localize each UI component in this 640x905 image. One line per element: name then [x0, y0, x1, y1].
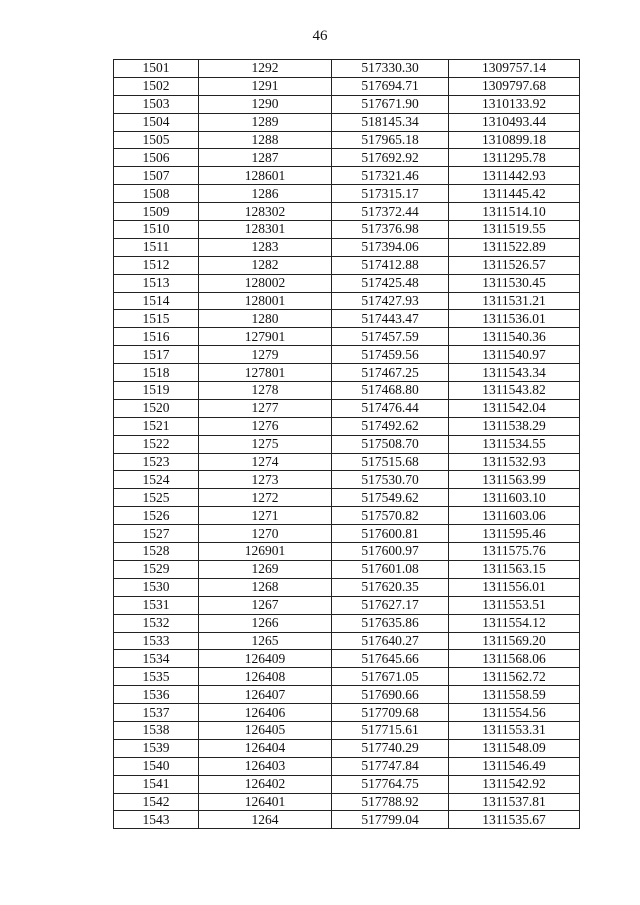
- x-coordinate-cell: 517709.68: [332, 704, 449, 722]
- y-coordinate-cell: 1311538.29: [449, 417, 580, 435]
- row-number-cell: 1529: [114, 560, 199, 578]
- point-id-cell: 1265: [199, 632, 332, 650]
- row-number-cell: 1511: [114, 238, 199, 256]
- y-coordinate-cell: 1311445.42: [449, 185, 580, 203]
- table-row: [114, 793, 580, 811]
- row-number-cell: 1505: [114, 131, 199, 149]
- row-number-cell: 1532: [114, 614, 199, 632]
- table-row: [114, 399, 580, 417]
- table-row: [114, 238, 580, 256]
- table-row: [114, 185, 580, 203]
- row-number-cell: 1503: [114, 95, 199, 113]
- x-coordinate-cell: 517747.84: [332, 757, 449, 775]
- point-id-cell: 1264: [199, 811, 332, 829]
- x-coordinate-cell: 517627.17: [332, 596, 449, 614]
- table-row: [114, 364, 580, 382]
- point-id-cell: 1289: [199, 113, 332, 131]
- y-coordinate-cell: 1311554.56: [449, 704, 580, 722]
- point-id-cell: 126408: [199, 668, 332, 686]
- x-coordinate-cell: 517799.04: [332, 811, 449, 829]
- row-number-cell: 1512: [114, 256, 199, 274]
- point-id-cell: 126901: [199, 543, 332, 561]
- y-coordinate-cell: 1311568.06: [449, 650, 580, 668]
- y-coordinate-cell: 1311540.36: [449, 328, 580, 346]
- row-number-cell: 1536: [114, 686, 199, 704]
- y-coordinate-cell: 1311295.78: [449, 149, 580, 167]
- row-number-cell: 1515: [114, 310, 199, 328]
- y-coordinate-cell: 1311558.59: [449, 686, 580, 704]
- x-coordinate-cell: 517635.86: [332, 614, 449, 632]
- x-coordinate-cell: 517412.88: [332, 256, 449, 274]
- table-row: [114, 292, 580, 310]
- y-coordinate-cell: 1311522.89: [449, 238, 580, 256]
- x-coordinate-cell: 517443.47: [332, 310, 449, 328]
- point-id-cell: 1287: [199, 149, 332, 167]
- y-coordinate-cell: 1311542.04: [449, 399, 580, 417]
- y-coordinate-cell: 1311540.97: [449, 346, 580, 364]
- x-coordinate-cell: 517492.62: [332, 417, 449, 435]
- coordinates-table-body: [114, 60, 580, 829]
- point-id-cell: 1269: [199, 560, 332, 578]
- row-number-cell: 1542: [114, 793, 199, 811]
- x-coordinate-cell: 517645.66: [332, 650, 449, 668]
- point-id-cell: 126409: [199, 650, 332, 668]
- table-row: [114, 704, 580, 722]
- point-id-cell: 1268: [199, 578, 332, 596]
- point-id-cell: 1271: [199, 507, 332, 525]
- point-id-cell: 128302: [199, 203, 332, 221]
- row-number-cell: 1534: [114, 650, 199, 668]
- table-row: [114, 382, 580, 400]
- x-coordinate-cell: 517690.66: [332, 686, 449, 704]
- point-id-cell: 126406: [199, 704, 332, 722]
- row-number-cell: 1523: [114, 453, 199, 471]
- y-coordinate-cell: 1311548.09: [449, 739, 580, 757]
- x-coordinate-cell: 517457.59: [332, 328, 449, 346]
- y-coordinate-cell: 1311442.93: [449, 167, 580, 185]
- table-row: [114, 274, 580, 292]
- x-coordinate-cell: 517425.48: [332, 274, 449, 292]
- table-row: [114, 60, 580, 78]
- table-row: [114, 471, 580, 489]
- x-coordinate-cell: 517549.62: [332, 489, 449, 507]
- y-coordinate-cell: 1310493.44: [449, 113, 580, 131]
- page-number: 46: [312, 28, 328, 44]
- y-coordinate-cell: 1311569.20: [449, 632, 580, 650]
- coordinates-table: [113, 59, 580, 829]
- row-number-cell: 1531: [114, 596, 199, 614]
- table-row: [114, 632, 580, 650]
- x-coordinate-cell: 517600.97: [332, 543, 449, 561]
- row-number-cell: 1533: [114, 632, 199, 650]
- point-id-cell: 1274: [199, 453, 332, 471]
- row-number-cell: 1521: [114, 417, 199, 435]
- point-id-cell: 1292: [199, 60, 332, 78]
- y-coordinate-cell: 1311535.67: [449, 811, 580, 829]
- x-coordinate-cell: 518145.34: [332, 113, 449, 131]
- point-id-cell: 1270: [199, 525, 332, 543]
- point-id-cell: 1277: [199, 399, 332, 417]
- y-coordinate-cell: 1311553.31: [449, 721, 580, 739]
- x-coordinate-cell: 517601.08: [332, 560, 449, 578]
- point-id-cell: 1267: [199, 596, 332, 614]
- x-coordinate-cell: 517570.82: [332, 507, 449, 525]
- point-id-cell: 126405: [199, 721, 332, 739]
- row-number-cell: 1510: [114, 221, 199, 239]
- table-row: [114, 650, 580, 668]
- point-id-cell: 126403: [199, 757, 332, 775]
- row-number-cell: 1509: [114, 203, 199, 221]
- row-number-cell: 1540: [114, 757, 199, 775]
- point-id-cell: 127901: [199, 328, 332, 346]
- table-row: [114, 131, 580, 149]
- x-coordinate-cell: 517427.93: [332, 292, 449, 310]
- point-id-cell: 1279: [199, 346, 332, 364]
- table-row: [114, 668, 580, 686]
- x-coordinate-cell: 517764.75: [332, 775, 449, 793]
- row-number-cell: 1501: [114, 60, 199, 78]
- x-coordinate-cell: 517640.27: [332, 632, 449, 650]
- table-row: [114, 775, 580, 793]
- x-coordinate-cell: 517376.98: [332, 221, 449, 239]
- y-coordinate-cell: 1311563.99: [449, 471, 580, 489]
- point-id-cell: 1272: [199, 489, 332, 507]
- row-number-cell: 1519: [114, 382, 199, 400]
- row-number-cell: 1538: [114, 721, 199, 739]
- table-row: [114, 543, 580, 561]
- x-coordinate-cell: 517372.44: [332, 203, 449, 221]
- point-id-cell: 1276: [199, 417, 332, 435]
- y-coordinate-cell: 1311530.45: [449, 274, 580, 292]
- point-id-cell: 128601: [199, 167, 332, 185]
- x-coordinate-cell: 517965.18: [332, 131, 449, 149]
- y-coordinate-cell: 1311543.34: [449, 364, 580, 382]
- y-coordinate-cell: 1311556.01: [449, 578, 580, 596]
- table-row: [114, 435, 580, 453]
- x-coordinate-cell: 517600.81: [332, 525, 449, 543]
- point-id-cell: 127801: [199, 364, 332, 382]
- point-id-cell: 1290: [199, 95, 332, 113]
- row-number-cell: 1507: [114, 167, 199, 185]
- y-coordinate-cell: 1311562.72: [449, 668, 580, 686]
- row-number-cell: 1528: [114, 543, 199, 561]
- y-coordinate-cell: 1311531.21: [449, 292, 580, 310]
- row-number-cell: 1518: [114, 364, 199, 382]
- point-id-cell: 126407: [199, 686, 332, 704]
- y-coordinate-cell: 1311546.49: [449, 757, 580, 775]
- x-coordinate-cell: 517715.61: [332, 721, 449, 739]
- table-row: [114, 739, 580, 757]
- x-coordinate-cell: 517515.68: [332, 453, 449, 471]
- row-number-cell: 1516: [114, 328, 199, 346]
- table-row: [114, 417, 580, 435]
- row-number-cell: 1502: [114, 77, 199, 95]
- row-number-cell: 1514: [114, 292, 199, 310]
- table-row: [114, 453, 580, 471]
- row-number-cell: 1520: [114, 399, 199, 417]
- point-id-cell: 1286: [199, 185, 332, 203]
- table-row: [114, 507, 580, 525]
- y-coordinate-cell: 1311514.10: [449, 203, 580, 221]
- table-row: [114, 560, 580, 578]
- y-coordinate-cell: 1310899.18: [449, 131, 580, 149]
- x-coordinate-cell: 517530.70: [332, 471, 449, 489]
- x-coordinate-cell: 517740.29: [332, 739, 449, 757]
- point-id-cell: 1288: [199, 131, 332, 149]
- y-coordinate-cell: 1311563.15: [449, 560, 580, 578]
- table-row: [114, 578, 580, 596]
- y-coordinate-cell: 1311542.92: [449, 775, 580, 793]
- row-number-cell: 1541: [114, 775, 199, 793]
- row-number-cell: 1504: [114, 113, 199, 131]
- row-number-cell: 1513: [114, 274, 199, 292]
- point-id-cell: 1273: [199, 471, 332, 489]
- row-number-cell: 1524: [114, 471, 199, 489]
- table-row: [114, 614, 580, 632]
- y-coordinate-cell: 1311595.46: [449, 525, 580, 543]
- row-number-cell: 1522: [114, 435, 199, 453]
- x-coordinate-cell: 517394.06: [332, 238, 449, 256]
- table-row: [114, 149, 580, 167]
- row-number-cell: 1527: [114, 525, 199, 543]
- table-row: [114, 256, 580, 274]
- x-coordinate-cell: 517508.70: [332, 435, 449, 453]
- table-row: [114, 525, 580, 543]
- table-row: [114, 203, 580, 221]
- point-id-cell: 128301: [199, 221, 332, 239]
- y-coordinate-cell: 1311537.81: [449, 793, 580, 811]
- table-row: [114, 757, 580, 775]
- y-coordinate-cell: 1310133.92: [449, 95, 580, 113]
- row-number-cell: 1506: [114, 149, 199, 167]
- y-coordinate-cell: 1311536.01: [449, 310, 580, 328]
- x-coordinate-cell: 517330.30: [332, 60, 449, 78]
- row-number-cell: 1530: [114, 578, 199, 596]
- y-coordinate-cell: 1311554.12: [449, 614, 580, 632]
- table-row: [114, 328, 580, 346]
- point-id-cell: 1291: [199, 77, 332, 95]
- y-coordinate-cell: 1311603.06: [449, 507, 580, 525]
- y-coordinate-cell: 1311534.55: [449, 435, 580, 453]
- table-row: [114, 721, 580, 739]
- row-number-cell: 1526: [114, 507, 199, 525]
- x-coordinate-cell: 517476.44: [332, 399, 449, 417]
- point-id-cell: 126401: [199, 793, 332, 811]
- x-coordinate-cell: 517620.35: [332, 578, 449, 596]
- x-coordinate-cell: 517694.71: [332, 77, 449, 95]
- table-row: [114, 113, 580, 131]
- table-row: [114, 346, 580, 364]
- y-coordinate-cell: 1309797.68: [449, 77, 580, 95]
- y-coordinate-cell: 1309757.14: [449, 60, 580, 78]
- row-number-cell: 1517: [114, 346, 199, 364]
- x-coordinate-cell: 517459.56: [332, 346, 449, 364]
- table-row: [114, 596, 580, 614]
- point-id-cell: 1280: [199, 310, 332, 328]
- row-number-cell: 1537: [114, 704, 199, 722]
- table-row: [114, 167, 580, 185]
- row-number-cell: 1525: [114, 489, 199, 507]
- table-row: [114, 310, 580, 328]
- x-coordinate-cell: 517315.17: [332, 185, 449, 203]
- x-coordinate-cell: 517467.25: [332, 364, 449, 382]
- x-coordinate-cell: 517671.90: [332, 95, 449, 113]
- x-coordinate-cell: 517321.46: [332, 167, 449, 185]
- table-row: [114, 489, 580, 507]
- point-id-cell: 126402: [199, 775, 332, 793]
- y-coordinate-cell: 1311575.76: [449, 543, 580, 561]
- y-coordinate-cell: 1311526.57: [449, 256, 580, 274]
- y-coordinate-cell: 1311519.55: [449, 221, 580, 239]
- row-number-cell: 1535: [114, 668, 199, 686]
- point-id-cell: 126404: [199, 739, 332, 757]
- row-number-cell: 1539: [114, 739, 199, 757]
- point-id-cell: 1278: [199, 382, 332, 400]
- table-row: [114, 221, 580, 239]
- point-id-cell: 128002: [199, 274, 332, 292]
- table-row: [114, 686, 580, 704]
- y-coordinate-cell: 1311543.82: [449, 382, 580, 400]
- row-number-cell: 1543: [114, 811, 199, 829]
- point-id-cell: 128001: [199, 292, 332, 310]
- table-row: [114, 77, 580, 95]
- y-coordinate-cell: 1311532.93: [449, 453, 580, 471]
- x-coordinate-cell: 517468.80: [332, 382, 449, 400]
- point-id-cell: 1282: [199, 256, 332, 274]
- y-coordinate-cell: 1311603.10: [449, 489, 580, 507]
- point-id-cell: 1275: [199, 435, 332, 453]
- x-coordinate-cell: 517788.92: [332, 793, 449, 811]
- point-id-cell: 1266: [199, 614, 332, 632]
- table-row: [114, 811, 580, 829]
- point-id-cell: 1283: [199, 238, 332, 256]
- table-row: [114, 95, 580, 113]
- x-coordinate-cell: 517671.05: [332, 668, 449, 686]
- x-coordinate-cell: 517692.92: [332, 149, 449, 167]
- row-number-cell: 1508: [114, 185, 199, 203]
- y-coordinate-cell: 1311553.51: [449, 596, 580, 614]
